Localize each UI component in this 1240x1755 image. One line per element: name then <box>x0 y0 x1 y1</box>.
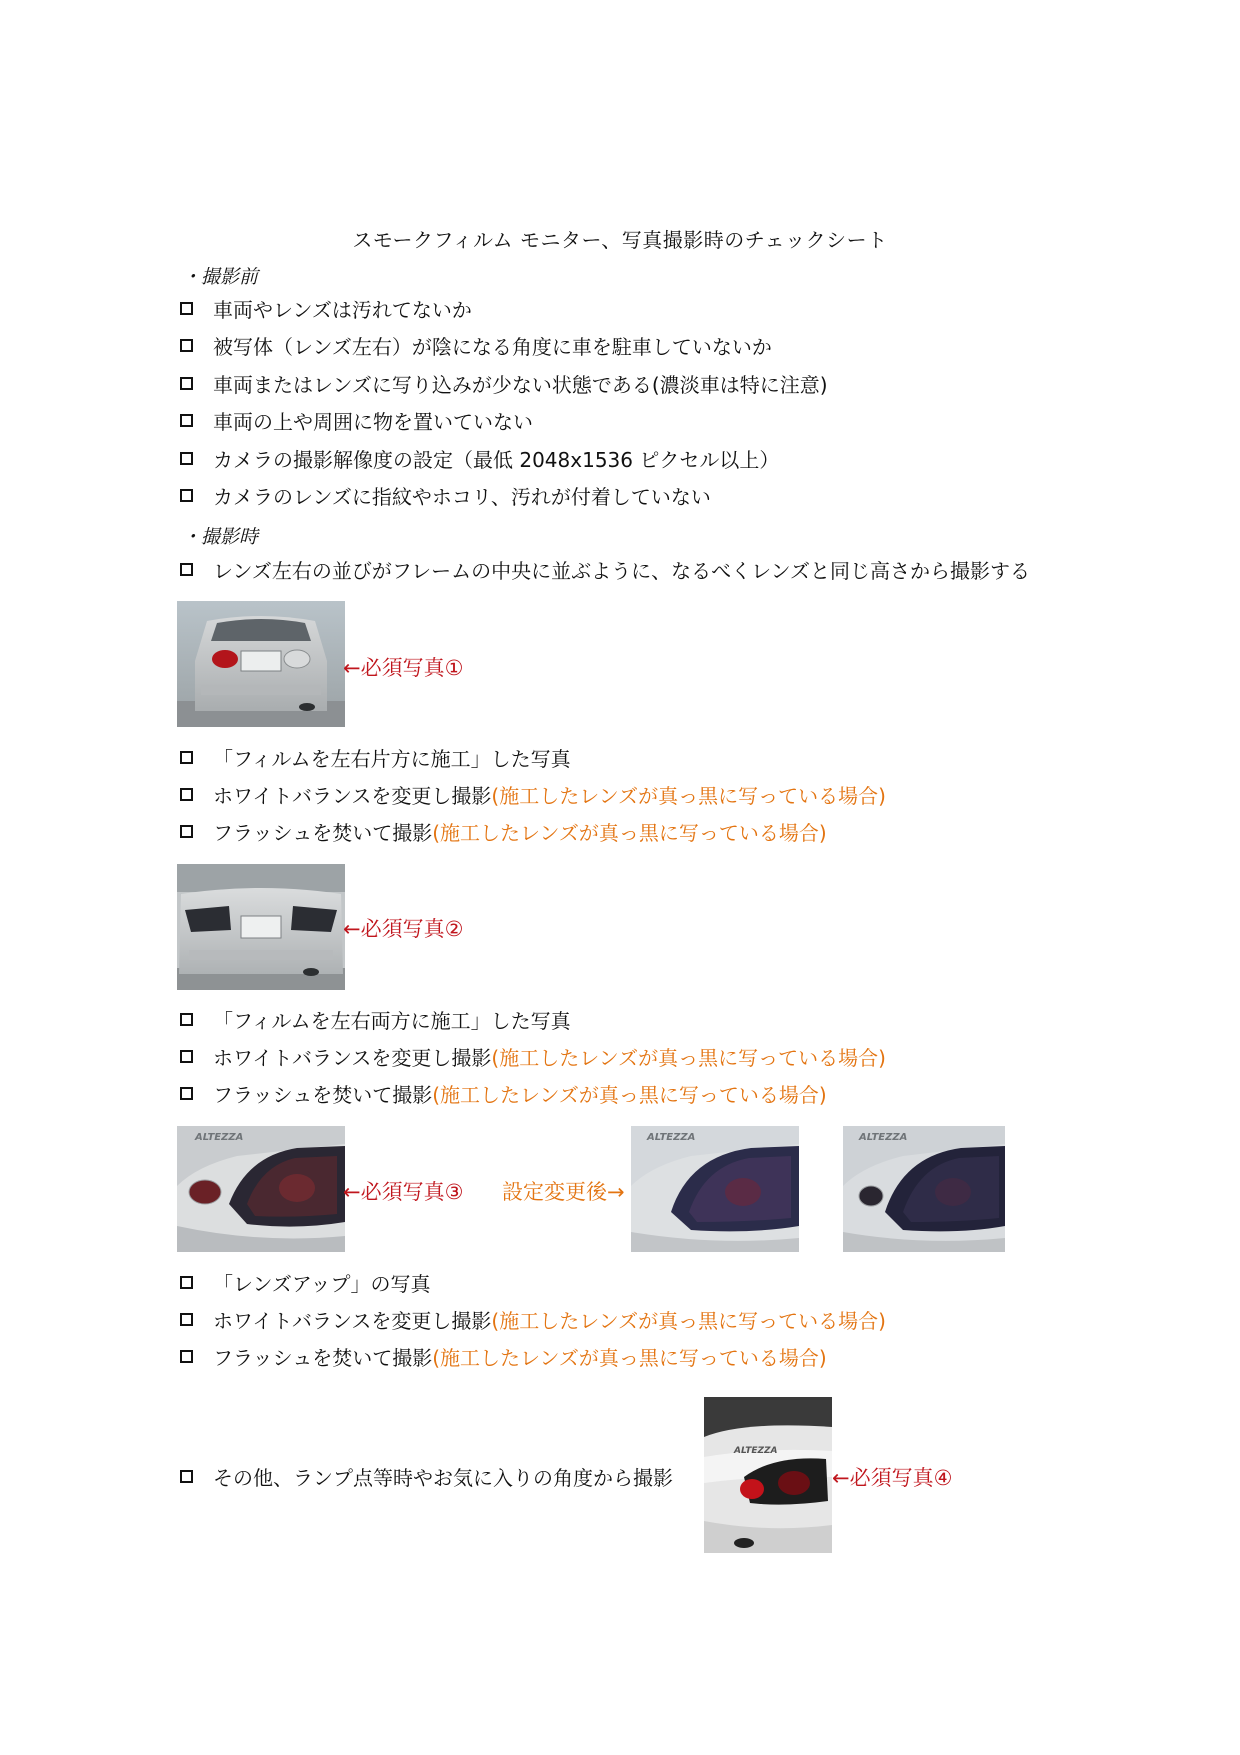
checklist-item[interactable] <box>180 1268 431 1296</box>
item-label: フラッシュを焚いて撮影 <box>213 820 433 845</box>
item-note: (施工したレンズが真っ黒に写っている場合) <box>491 783 886 808</box>
item-label: ホワイトバランスを変更し撮影 <box>213 783 492 808</box>
car-badge: ALTEZZA <box>734 1446 778 1456</box>
checkbox[interactable] <box>180 302 193 315</box>
checkbox[interactable] <box>180 1087 193 1100</box>
checkbox[interactable] <box>180 414 193 427</box>
section-during-shooting: ・撮影時 <box>182 526 259 548</box>
item-note: (施工したレンズが真っ黒に写っている場合) <box>491 1045 886 1070</box>
item-label: 「フィルムを左右片方に施工」した写真 <box>213 746 571 771</box>
checklist-item[interactable] <box>180 406 533 434</box>
checklist-item[interactable] <box>180 1305 886 1333</box>
section-before-shooting: ・撮影前 <box>182 266 259 288</box>
required-photo-2-label: ←必須写真② <box>343 917 464 941</box>
checklist-item[interactable] <box>180 1079 827 1107</box>
item-label: フラッシュを焚いて撮影 <box>213 1345 433 1370</box>
checklist-item[interactable] <box>180 331 772 359</box>
item-label: 被写体（レンズ左右）が陰になる角度に車を駐車していないか <box>213 334 772 359</box>
checklist-item[interactable] <box>180 369 828 397</box>
item-label: フラッシュを焚いて撮影 <box>213 1082 433 1107</box>
item-note: (施工したレンズが真っ黒に写っている場合) <box>432 1345 827 1370</box>
checklist-item[interactable] <box>180 294 472 322</box>
car-badge: ALTEZZA <box>647 1132 696 1143</box>
car-rear-photo-one-side <box>177 601 345 727</box>
item-label: ホワイトバランスを変更し撮影 <box>213 1308 492 1333</box>
item-label: 車両やレンズは汚れてないか <box>213 297 472 322</box>
checkbox[interactable] <box>180 1276 193 1289</box>
checklist-item[interactable] <box>180 444 779 472</box>
checkbox[interactable] <box>180 751 193 764</box>
item-label: 車両またはレンズに写り込みが少ない状態である(濃淡車は特に注意) <box>213 372 828 397</box>
checkbox[interactable] <box>180 825 193 838</box>
item-label: その他、ランプ点等時やお気に入りの角度から撮影 <box>213 1465 673 1490</box>
checkbox[interactable] <box>180 339 193 352</box>
checkbox[interactable] <box>180 1350 193 1363</box>
required-photo-4-label: ←必須写真④ <box>832 1466 953 1490</box>
checkbox[interactable] <box>180 452 193 465</box>
checklist-item[interactable] <box>180 555 1030 583</box>
page-title: スモークフィルム モニター、写真撮影時のチェックシート <box>352 228 888 252</box>
required-photo-1-label: ←必須写真① <box>343 656 464 680</box>
lens-closeup-photo-after-setting <box>631 1126 799 1252</box>
car-badge: ALTEZZA <box>195 1132 244 1143</box>
item-note: (施工したレンズが真っ黒に写っている場合) <box>491 1308 886 1333</box>
item-label: 「レンズアップ」の写真 <box>213 1271 431 1296</box>
item-label: 車両の上や周囲に物を置いていない <box>213 409 533 434</box>
car-rear-photo-both-sides <box>177 864 345 990</box>
checkbox[interactable] <box>180 377 193 390</box>
checkbox[interactable] <box>180 1013 193 1026</box>
item-label: レンズ左右の並びがフレームの中央に並ぶように、なるべくレンズと同じ高さから撮影する <box>213 558 1030 583</box>
checkbox[interactable] <box>180 489 193 502</box>
checklist-item[interactable] <box>180 780 886 808</box>
checklist-item[interactable] <box>180 481 711 509</box>
lamp-lit-photo <box>704 1397 832 1553</box>
checklist-item[interactable] <box>180 1042 886 1070</box>
item-note: (施工したレンズが真っ黒に写っている場合) <box>432 1082 827 1107</box>
item-note: (施工したレンズが真っ黒に写っている場合) <box>432 820 827 845</box>
lens-closeup-photo <box>177 1126 345 1252</box>
required-photo-3-label: ←必須写真③ <box>343 1180 464 1204</box>
checkbox[interactable] <box>180 1050 193 1063</box>
item-label: カメラのレンズに指紋やホコリ、汚れが付着していない <box>213 484 711 509</box>
checklist-item[interactable] <box>180 1342 827 1370</box>
item-label: 「フィルムを左右両方に施工」した写真 <box>213 1008 571 1033</box>
checkbox[interactable] <box>180 1470 193 1483</box>
checklist-item[interactable] <box>180 1005 571 1033</box>
checklist-item[interactable] <box>180 1462 673 1490</box>
checkbox[interactable] <box>180 788 193 801</box>
car-badge: ALTEZZA <box>859 1132 908 1143</box>
checkbox[interactable] <box>180 1313 193 1326</box>
checklist-item[interactable] <box>180 743 571 771</box>
lens-closeup-photo-alt <box>843 1126 1005 1252</box>
after-setting-change-label: 設定変更後→ <box>502 1180 625 1204</box>
checkbox[interactable] <box>180 563 193 576</box>
checklist-item[interactable] <box>180 817 827 845</box>
item-label: カメラの撮影解像度の設定（最低 2048x1536 ピクセル以上） <box>213 447 780 472</box>
item-label: ホワイトバランスを変更し撮影 <box>213 1045 492 1070</box>
